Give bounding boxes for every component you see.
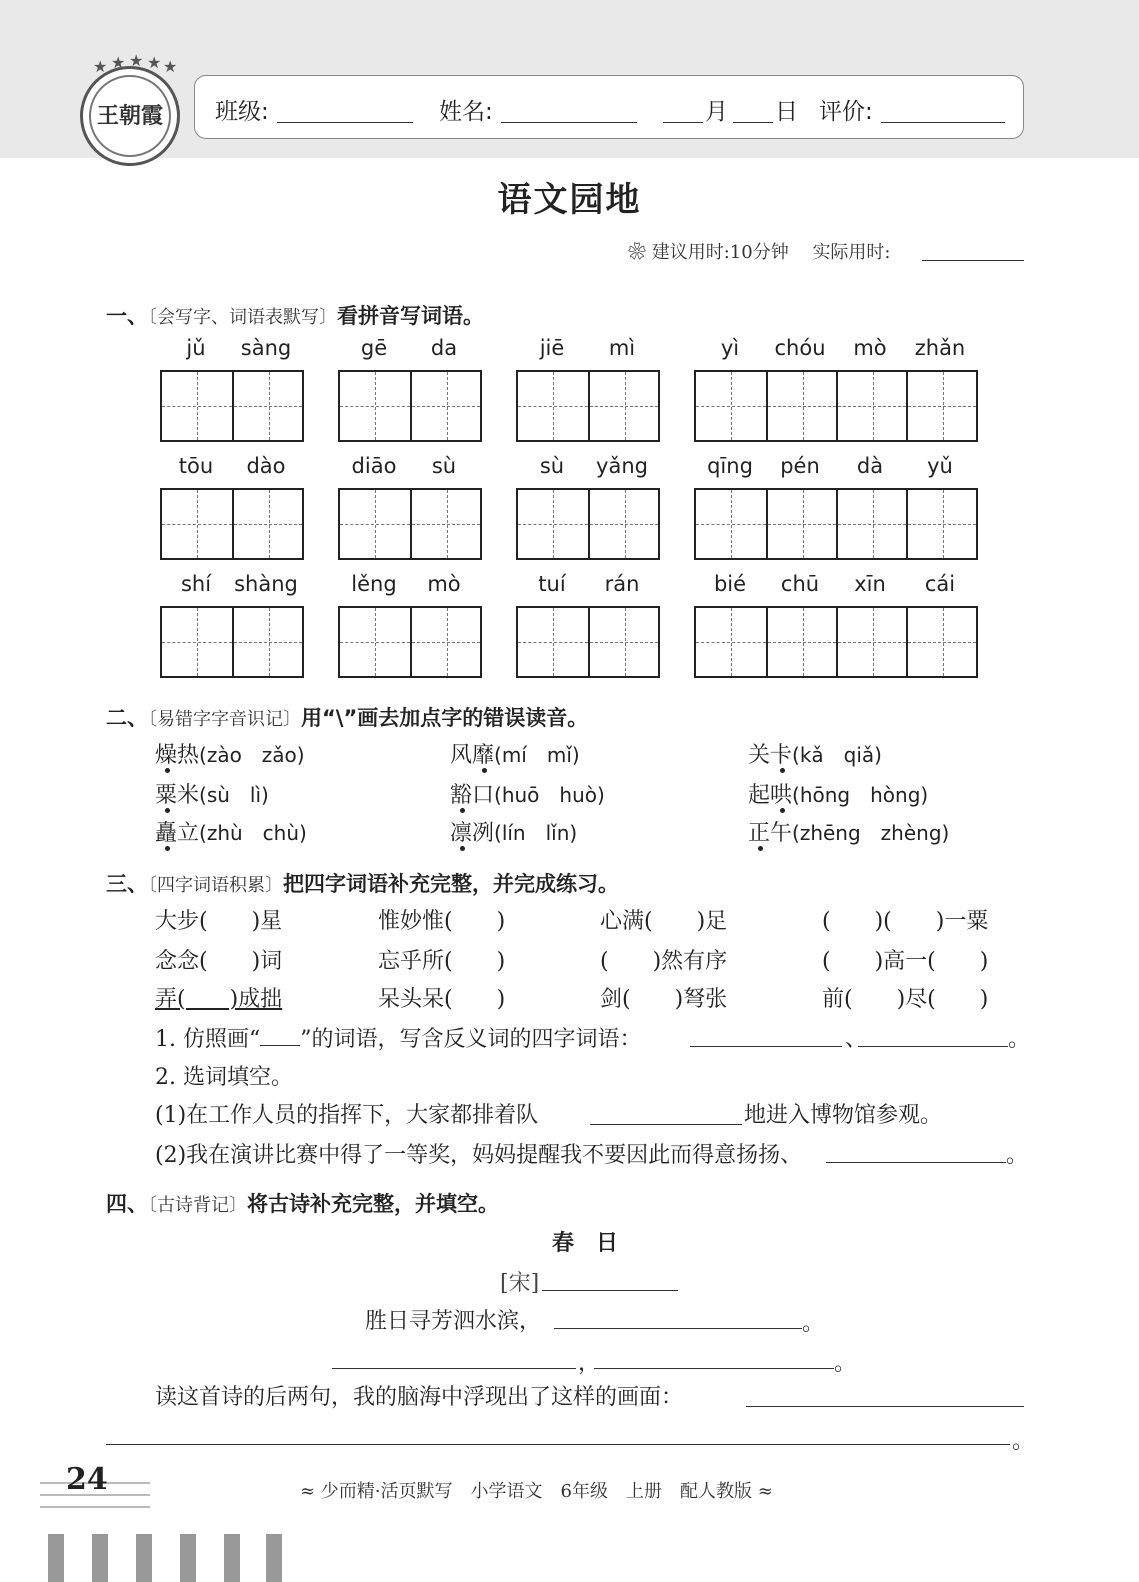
writing-cell[interactable]	[836, 490, 906, 558]
writing-cell[interactable]	[696, 372, 766, 440]
idiom-blank[interactable]: 呆头呆( )	[378, 987, 506, 1012]
pinyin-label: mò	[427, 572, 461, 596]
class-field[interactable]	[277, 122, 413, 123]
pinyin-label: pén	[780, 454, 820, 478]
writing-cell[interactable]	[162, 490, 232, 558]
timer-info	[628, 238, 891, 264]
eval-label: 评价:	[819, 99, 873, 125]
idiom-blank[interactable]: 剑( )弩张	[600, 987, 728, 1012]
pinyin-label: dào	[246, 454, 286, 478]
section-title: 用“\”画去加点字的错误读音。	[301, 706, 589, 730]
writing-grid[interactable]	[516, 606, 660, 678]
pronunciation-item: 豁口(huō huò)	[450, 783, 605, 808]
page-number: 24	[66, 1462, 108, 1497]
emphasis-dot	[758, 846, 763, 851]
writing-cell[interactable]	[410, 608, 480, 676]
section-4-heading	[106, 1188, 499, 1218]
writing-cell[interactable]	[340, 372, 410, 440]
pinyin-options[interactable]: (huō huò)	[494, 783, 605, 807]
writing-grid[interactable]	[694, 488, 978, 560]
writing-cell[interactable]	[906, 490, 976, 558]
day-label: 日	[775, 99, 798, 125]
answer-blank[interactable]	[590, 1124, 742, 1125]
poem-question: 读这首诗的后两句，我的脑海中浮现出了这样的画面：	[155, 1385, 684, 1410]
writing-grid[interactable]	[160, 370, 304, 442]
writing-cell[interactable]	[340, 608, 410, 676]
name-field[interactable]	[501, 122, 637, 123]
pinyin-label: yǔ	[927, 454, 953, 478]
emphasis-dot	[780, 768, 785, 773]
pronunciation-item: 粟米(sù lì)	[155, 783, 269, 808]
emphasis-dot	[165, 808, 170, 813]
period: 。	[802, 1311, 825, 1336]
star-icon: ★	[147, 53, 162, 72]
writing-cell[interactable]	[588, 608, 658, 676]
footer-bar	[92, 1534, 108, 1582]
writing-cell[interactable]	[588, 372, 658, 440]
footer-text: ≈ 少而精·活页默写 小学语文 6年级 上册 配人教版 ≈	[300, 1481, 773, 1502]
pinyin-label: yǎng	[596, 454, 648, 478]
wave-decoration	[40, 1506, 150, 1508]
writing-cell[interactable]	[696, 608, 766, 676]
section-1-heading	[106, 300, 484, 330]
pinyin-options[interactable]: (zhēng zhèng)	[792, 821, 950, 845]
pinyin-label: cái	[924, 572, 956, 596]
section-number: 三、	[106, 872, 148, 896]
month-label: 月	[705, 99, 728, 125]
pinyin-label: zhǎn	[914, 336, 966, 360]
pronunciation-item: 起哄(hōng hòng)	[748, 783, 929, 808]
pinyin-label: lěng	[351, 572, 397, 596]
student-info-box	[194, 75, 1024, 139]
suggested-time: 建议用时:10分钟	[651, 242, 789, 263]
pinyin-label: qīng	[707, 454, 753, 478]
emphasis-dot	[780, 808, 785, 813]
emphasis-dot	[165, 846, 170, 851]
writing-cell[interactable]	[162, 608, 232, 676]
comma: ，	[578, 1351, 601, 1376]
emphasis-dot	[460, 846, 465, 851]
section-tag: 〔会写字、词语表默写〕	[148, 307, 337, 328]
poem-blank[interactable]	[594, 1368, 834, 1369]
period: 。	[1012, 1429, 1035, 1454]
star-icon: ★	[163, 57, 178, 76]
writing-cell[interactable]	[696, 490, 766, 558]
poem-dynasty: [宋]	[500, 1271, 540, 1296]
idiom-blank[interactable]: 心满( )足	[600, 909, 728, 934]
writing-cell[interactable]	[906, 608, 976, 676]
pinyin-options[interactable]: (lín lǐn)	[494, 821, 578, 845]
writing-grid[interactable]	[694, 606, 978, 678]
section-tag: 〔四字词语积累〕	[148, 875, 283, 896]
writing-cell[interactable]	[232, 608, 302, 676]
footer-bar	[224, 1534, 240, 1582]
pinyin-label: sù	[431, 454, 457, 478]
pronunciation-item: 关卡(kǎ qiǎ)	[748, 743, 882, 768]
footer-bar	[266, 1534, 282, 1582]
pronunciation-item: 凛冽(lín lǐn)	[450, 821, 578, 846]
pinyin-label: xīn	[854, 572, 886, 596]
section-title: 看拼音写词语。	[337, 304, 484, 328]
pinyin-label: dà	[856, 454, 884, 478]
star-icon: ★	[111, 53, 126, 72]
idiom-blank[interactable]: 忘乎所( )	[378, 949, 506, 974]
pronunciation-item: 风靡(mí mǐ)	[450, 743, 580, 768]
pinyin-label: chóu	[774, 336, 826, 360]
day-field[interactable]	[733, 122, 773, 123]
writing-cell[interactable]	[518, 372, 588, 440]
pinyin-label: jǔ	[186, 336, 206, 360]
question-1: 1. 仿照画“ ”的词语，写含反义词的四字词语：	[155, 1027, 642, 1052]
writing-cell[interactable]	[162, 372, 232, 440]
pinyin-label: sù	[539, 454, 565, 478]
footer-bar	[136, 1534, 152, 1582]
pinyin-options[interactable]: (zhù chù)	[199, 821, 307, 845]
answer-blank[interactable]	[106, 1444, 1010, 1445]
emphasis-dot	[482, 768, 487, 773]
pinyin-label: bié	[713, 572, 747, 596]
star-icon: ★	[129, 51, 144, 70]
question-2-1-end: 地进入博物馆参观。	[744, 1103, 943, 1128]
pinyin-label: tuí	[538, 572, 566, 596]
answer-blank[interactable]	[746, 1406, 1024, 1407]
question-2: 2. 选词填空。	[155, 1065, 293, 1090]
writing-cell[interactable]	[766, 372, 836, 440]
pinyin-label: mò	[853, 336, 887, 360]
idiom-blank[interactable]: 大步( )星	[155, 909, 283, 934]
footer-bar	[48, 1534, 64, 1582]
writing-cell[interactable]	[836, 608, 906, 676]
pinyin-label: sàng	[240, 336, 292, 360]
pinyin-options[interactable]: (hōng hòng)	[792, 783, 929, 807]
pronunciation-item: 正午(zhēng zhèng)	[748, 821, 950, 846]
idiom-blank[interactable]: 惟妙惟( )	[378, 909, 506, 934]
section-3-heading	[106, 868, 619, 898]
section-tag: 〔古诗背记〕	[148, 1195, 247, 1216]
question-2-2: (2)我在演讲比赛中得了一等奖，妈妈提醒我不要因此而得意扬扬、	[155, 1143, 803, 1168]
separator: 、	[845, 1027, 868, 1052]
writing-grid[interactable]	[516, 370, 660, 442]
writing-grid[interactable]	[338, 488, 482, 560]
idiom-blank[interactable]: 前( )尽( )	[822, 987, 989, 1012]
writing-cell[interactable]	[518, 490, 588, 558]
period: 。	[1006, 1143, 1029, 1168]
writing-cell[interactable]	[766, 490, 836, 558]
pinyin-label: shí	[180, 572, 212, 596]
idiom-blank[interactable]: 弄( )成拙	[155, 987, 283, 1012]
pinyin-label: jiē	[539, 336, 565, 360]
writing-grid[interactable]	[516, 488, 660, 560]
idiom-blank[interactable]: ( )( )一粟	[822, 909, 989, 934]
footer-bar	[180, 1534, 196, 1582]
section-number: 四、	[106, 1192, 148, 1216]
idiom-blank[interactable]: 念念( )词	[155, 949, 283, 974]
writing-grid[interactable]	[338, 370, 482, 442]
pinyin-label: da	[430, 336, 458, 360]
section-title: 将古诗补充完整，并填空。	[247, 1192, 499, 1216]
clock-icon: ❀	[628, 242, 646, 263]
poem-blank[interactable]	[332, 1368, 576, 1369]
section-title: 把四字词语补充完整，并完成练习。	[283, 872, 619, 896]
brand-logo	[80, 51, 180, 166]
pinyin-label: diāo	[351, 454, 397, 478]
pinyin-options[interactable]: (zào zǎo)	[199, 743, 305, 767]
pinyin-label: yì	[720, 336, 740, 360]
pinyin-label: gē	[360, 336, 388, 360]
writing-cell[interactable]	[410, 490, 480, 558]
pronunciation-item: 燥热(zào zǎo)	[155, 743, 305, 768]
writing-cell[interactable]	[232, 372, 302, 440]
poem-line-1: 胜日寻芳泗水滨，	[365, 1309, 542, 1334]
pinyin-label: tōu	[178, 454, 214, 478]
answer-blank[interactable]	[826, 1162, 1006, 1163]
class-label: 班级:	[215, 99, 269, 125]
emphasis-dot	[165, 768, 170, 773]
actual-time-field[interactable]	[922, 260, 1024, 261]
writing-grid[interactable]	[338, 606, 482, 678]
pinyin-label: rán	[604, 572, 640, 596]
idiom-blank[interactable]: ( )然有序	[600, 949, 728, 974]
pinyin-label: chū	[780, 572, 820, 596]
answer-blank[interactable]	[690, 1046, 842, 1047]
writing-cell[interactable]	[836, 372, 906, 440]
writing-grid[interactable]	[160, 606, 304, 678]
section-number: 一、	[106, 304, 148, 328]
writing-cell[interactable]	[340, 490, 410, 558]
page-title: 语文园地	[497, 180, 642, 220]
writing-cell[interactable]	[410, 372, 480, 440]
emphasis-dot	[460, 808, 465, 813]
pinyin-options[interactable]: (kǎ qiǎ)	[792, 743, 882, 767]
section-tag: 〔易错字字音识记〕	[148, 709, 301, 730]
month-field[interactable]	[663, 122, 703, 123]
pinyin-options[interactable]: (sù lì)	[199, 783, 269, 807]
poem-title: 春 日	[552, 1230, 619, 1256]
poet-blank[interactable]	[542, 1290, 678, 1291]
period: 。	[1008, 1027, 1031, 1052]
eval-field[interactable]	[881, 122, 1005, 123]
pronunciation-item: 矗立(zhù chù)	[155, 821, 307, 846]
star-icon: ★	[93, 57, 108, 76]
writing-grid[interactable]	[694, 370, 978, 442]
writing-cell[interactable]	[906, 372, 976, 440]
pinyin-options[interactable]: (mí mǐ)	[494, 743, 580, 767]
answer-blank[interactable]	[858, 1046, 1008, 1047]
writing-grid[interactable]	[160, 488, 304, 560]
poem-blank[interactable]	[554, 1328, 802, 1329]
name-label: 姓名:	[439, 99, 493, 125]
pinyin-label: mì	[608, 336, 636, 360]
pinyin-label: shàng	[234, 572, 298, 596]
writing-cell[interactable]	[232, 490, 302, 558]
section-2-heading	[106, 702, 588, 732]
writing-cell[interactable]	[518, 608, 588, 676]
section-number: 二、	[106, 706, 148, 730]
writing-cell[interactable]	[588, 490, 658, 558]
writing-cell[interactable]	[766, 608, 836, 676]
idiom-blank[interactable]: ( )高一( )	[822, 949, 989, 974]
brand-name: 王朝霞	[96, 103, 163, 129]
actual-time-label: 实际用时:	[812, 242, 891, 263]
period: 。	[834, 1351, 857, 1376]
question-2-1: (1)在工作人员的指挥下，大家都排着队	[155, 1103, 539, 1128]
